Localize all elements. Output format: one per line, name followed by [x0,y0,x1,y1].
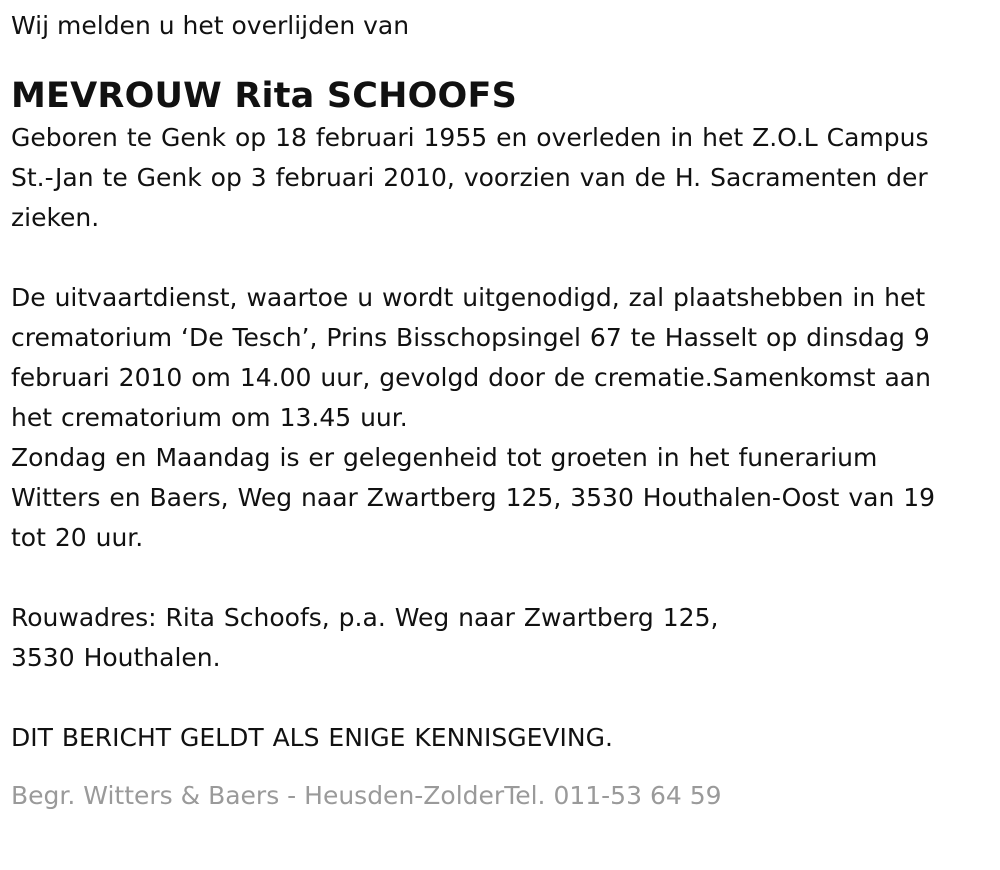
birth-line-3: zieken. [11,203,100,232]
service-line-2: crematorium ‘De Tesch’, Prins Bisschopsingel 67 te Hasselt op dinsdag 9 [11,323,930,352]
funeral-service-paragraph [11,278,988,558]
address-line-1: Rouwadres: Rita Schoofs, p.a. Weg naar Zwartberg 125, [11,603,719,632]
service-line-4: het crematorium om 13.45 uur. [11,403,408,432]
service-line-3: februari 2010 om 14.00 uur, gevolgd door de crematie.Samenkomst aan [11,363,931,392]
address-line-2: 3530 Houthalen. [11,643,221,672]
notice-statement: DIT BERICHT GELDT ALS ENIGE KENNISGEVING. [11,723,613,752]
service-line-7: tot 20 uur. [11,523,144,552]
service-line-5: Zondag en Maandag is er gelegenheid tot groeten in het funerarium [11,443,878,472]
deceased-name-heading: MEVROUW Rita SCHOOFS [11,76,518,116]
mourning-address-paragraph [11,598,988,678]
intro-text: Wij melden u het overlijden van [11,11,410,40]
paragraph-spacer [11,238,988,278]
birth-line-2: St.-Jan te Genk op 3 februari 2010, voorzien van de H. Sacramenten der [11,163,928,192]
service-line-6: Witters en Baers, Weg naar Zwartberg 125, 3530 Houthalen-Oost van 19 [11,483,936,512]
funeral-home-footer: Begr. Witters & Baers - Heusden-ZolderTel. 011-53 64 59 [11,781,722,810]
service-line-1: De uitvaartdienst, waartoe u wordt uitgenodigd, zal plaatshebben in het [11,283,926,312]
birth-death-paragraph [11,118,988,238]
paragraph-spacer [11,558,988,598]
paragraph-spacer [11,678,988,718]
birth-line-1: Geboren te Genk op 18 februari 1955 en overleden in het Z.O.L Campus [11,123,929,152]
